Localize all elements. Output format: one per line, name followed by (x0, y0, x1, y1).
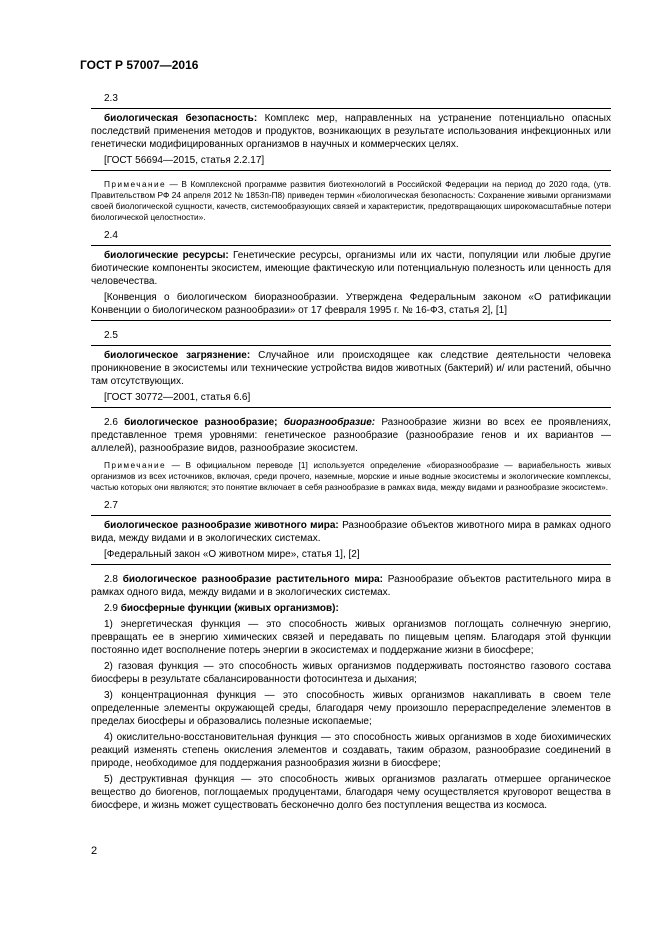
term: биосферные функции (живых организмов): (120, 603, 339, 614)
term-source: [Конвенция о биологическом биоразнообразии. Утверждена Федеральным законом «О ратификации Конвенции о биологическом разнообразии» от 17 февраля 1995 г. № 16-ФЗ, статья 2], [1] (91, 292, 611, 316)
document-header: ГОСТ Р 57007—2016 (80, 58, 199, 72)
list-item: 4) окислительно-восстановительная функция — это способность живых организмов в ходе биохимических реакций изменять степень окисления элементов и создавать, таким образом, разнообразие соединений в природе, необходимое для поддержания разнообразия жизни в биосфере; (91, 732, 611, 769)
term: биологическое разнообразие; (124, 417, 278, 428)
definition: Случайное или происходящее как следствие деятельности человека проникновение в экосистемы или технические устройства видов животных (бактерий) и/ или растений, обычно там отсутствующих. (91, 350, 611, 387)
term-box-2-7 (91, 515, 611, 565)
note-2-6 (91, 460, 611, 493)
list-item: 3) концентрационная функция — это способность живых организмов накапливать в своем теле определенные элементы окружающей среды, благодаря чему произошло перераспределение элементов в пределах биосферы и образовались полезные ископаемые; (91, 690, 611, 727)
term-heading-2-9 (91, 602, 611, 615)
list-item: 5) деструктивная функция — это способность живых организмов разлагать отмершее органическое вещество до биогенов, поглощаемых продуцентами, благодаря чему осуществляется круговорот вещества в биосфере, и жизнь может существовать бесконечно долго без поступления вещества из космоса. (91, 774, 611, 811)
term: биологическое загрязнение: (104, 350, 251, 361)
term-definition (91, 249, 611, 288)
term-alt: биоразнообразие: (283, 417, 376, 428)
list-item: 1) энергетическая функция — это способность живых организмов поглощать солнечную энергию, превращать ее в энергию химических связей и передавать по пищевым цепям. Благодаря этой функции постоянно идет восполнение потерь энергии в экосистемах и поддержание жизни в биосфере; (91, 619, 611, 656)
term: биологические ресурсы: (104, 250, 229, 261)
term-definition (91, 349, 611, 388)
definition: Разнообразие жизни во всех ее проявлениях, представленное тремя уровнями: генетическое разнообразие (разнообразие генов и их вариантов — аллелей), разнообразие видов, разнообразие экосистем. (91, 417, 611, 454)
section-number: 2.6 (104, 417, 118, 428)
section-number: 2.3 (104, 93, 118, 104)
term-source: [ГОСТ 30772—2001, статья 6.6] (104, 392, 251, 403)
term-source: [Федеральный закон «О животном мире», статья 1], [2] (104, 549, 360, 560)
note-label: Примечание (104, 179, 167, 189)
section-number: 2.9 (104, 603, 118, 614)
term-box-2-4 (91, 245, 611, 321)
section-number: 2.7 (104, 500, 118, 511)
definition: Разнообразие объектов растительного мира в рамках одного вида, между видами и в экологических системах. (91, 574, 611, 598)
term-definition (91, 112, 611, 151)
term: биологическая безопасность: (104, 113, 258, 124)
section-number: 2.5 (104, 330, 118, 341)
term-box-2-5 (91, 345, 611, 408)
list-item: 2) газовая функция — это способность живых организмов поддерживать постоянство газового состава биосферы в результате сбалансированности фотосинтеза и дыхания; (91, 661, 611, 685)
section-number: 2.4 (104, 230, 118, 241)
term: биологическое разнообразие животного мира: (104, 520, 339, 531)
note-label: Примечание (104, 460, 167, 470)
note-text: — В официальном переводе [1] используется определение «биоразнообразие — вариабельность живых организмов из всех источников, включая, среди прочего, наземные, морские и иные водные экосистемы и экологические комплексы, частью которых они являются; это понятие включает в себя разнообразие в рамках вида, между видами и разнообразие экосистем». (91, 460, 611, 492)
term-definition-2-8 (91, 573, 611, 599)
term-box-2-3 (91, 108, 611, 171)
term-definition-2-6 (91, 416, 611, 455)
note-2-3 (91, 179, 611, 223)
definition: Комплекс мер, направленных на устранение потенциально опасных последствий применения методов и продуктов, возникающих в результате использования инфекционных или генетически модифицированных организмов в научных и коммерческих целях. (91, 113, 611, 150)
section-number: 2.8 (104, 574, 118, 585)
term-definition (91, 519, 611, 545)
page-number: 2 (91, 845, 98, 857)
definition: Генетические ресурсы, организмы или их части, популяции или любые другие биотические компоненты экосистем, имеющие фактическую или потенциальную полезность или ценность для человечества. (91, 250, 611, 287)
note-text: — В Комплексной программе развития биотехнологий в Российской Федерации на период до 2020 года, (утв. Правительством РФ 24 апреля 2012 № 1853п-П8) приведен термин «биологическая безопасность: Сохранение живыми организмами своей биологической сущности, качеств, системообразующих связей и характеристик, предотвращающих широкомасштабные потери биологической целостности». (91, 179, 611, 222)
definition: Разнообразие объектов животного мира в рамках одного вида, между видами и в экологических системах. (91, 520, 611, 544)
term-source: [ГОСТ 56694—2015, статья 2.2.17] (104, 155, 265, 166)
document-body (91, 92, 611, 815)
term: биологическое разнообразие растительного мира: (122, 574, 383, 585)
